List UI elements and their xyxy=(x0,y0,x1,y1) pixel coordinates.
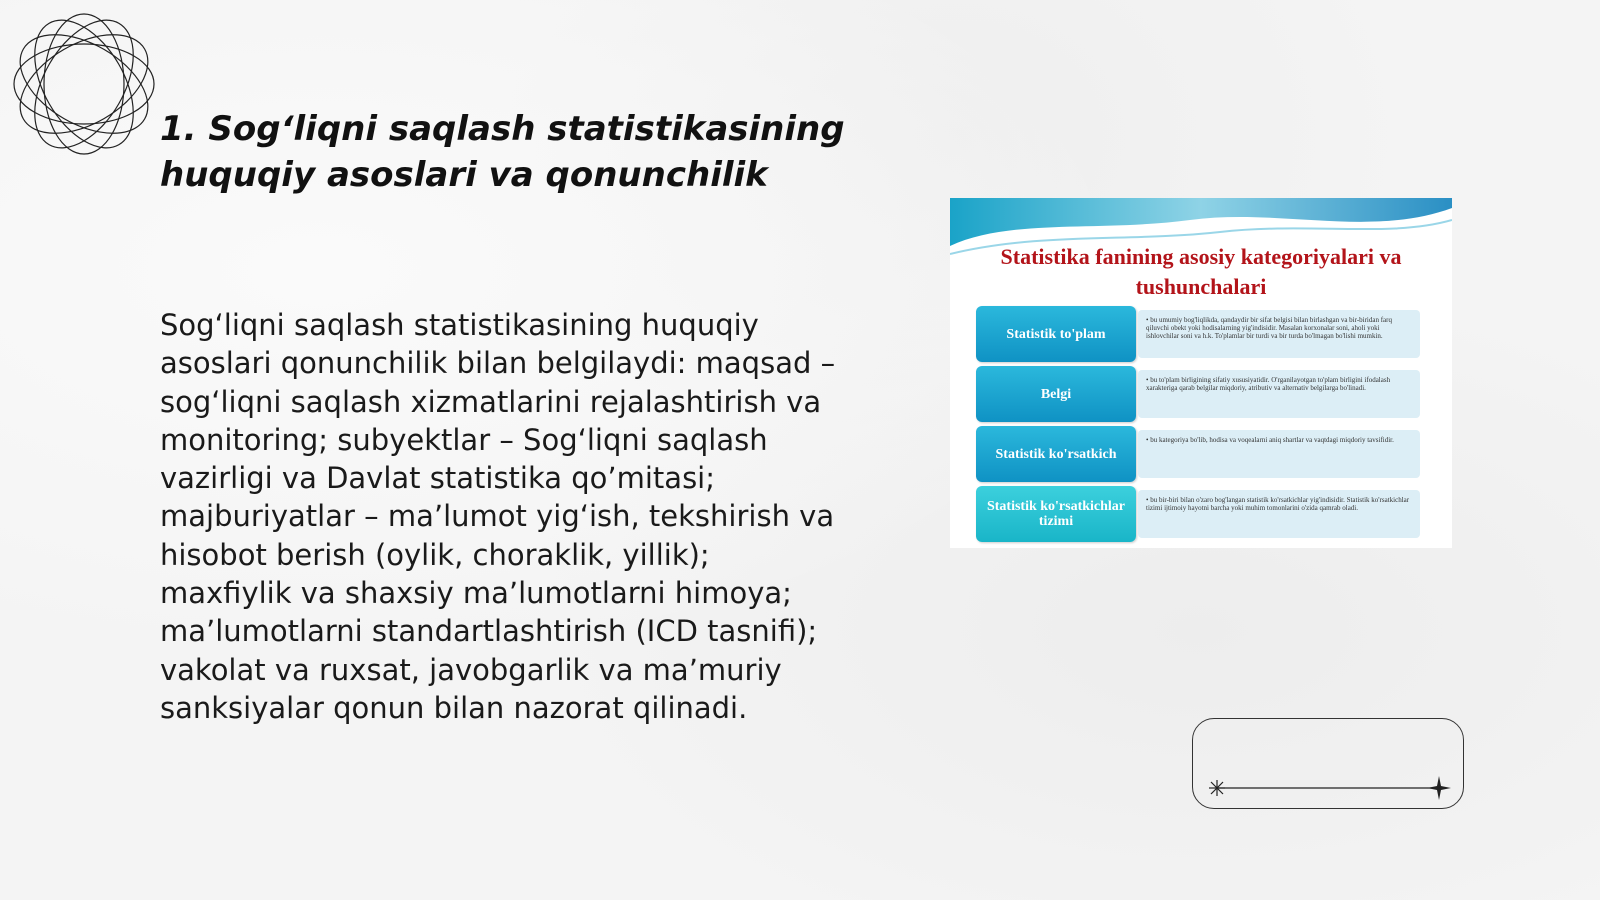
category-row xyxy=(976,306,1428,362)
category-description: • bu to'plam birligining sifatiy xususiyatidir. O'rganilayotgan to'plam birligini ifodalash xarakteriga qarab belgilar miqdoriy, atributiv va alternativ belgilarga bo'linadi. xyxy=(1138,370,1420,418)
category-row xyxy=(976,366,1428,422)
category-label: Statistik ko'rsatkichlar tizimi xyxy=(976,486,1136,542)
line-ornament xyxy=(1193,719,1465,810)
decorative-rounded-box xyxy=(1192,718,1464,809)
category-description: • bu umumiy bog'liqlikda, qandaydir bir sifat belgisi bilan birlashgan va bir-biridan farq qiluvchi obekt yoki hodisalarning yig'indisidir. Masalan korxonalar soni, aholi yoki ishlovchilar soni va h.k. To'plamlar bir turdi va bir turda bo'lmagan bo'lishi mumkin. xyxy=(1138,310,1420,358)
sparkle-icon xyxy=(1209,780,1225,796)
category-label: Statistik to'plam xyxy=(976,306,1136,362)
four-point-star-icon xyxy=(1427,776,1451,800)
slide-title: 1. Sog‘liqni saqlash statistikasining huquqiy asoslari va qonunchilik xyxy=(160,109,845,195)
category-description: • bu bir-biri bilan o'zaro bog'langan statistik ko'rsatkichlar yig'indisidir. Statistik ko'rsatkichlar tizimi ijtimoiy hayotni barcha yoki muhim tomonlarini o'zida qamrab oladi. xyxy=(1138,490,1420,538)
embedded-slide-title: Statistika fanining asosiy kategoriyalari va tushunchalari xyxy=(1000,244,1402,299)
category-row xyxy=(976,486,1428,542)
body-paragraph: Sog‘liqni saqlash statistikasining huquqiy asoslari qonunchilik bilan belgilaydi: maqsad – sog‘liqni saqlash xizmatlarini rejalashtirish va monitoring; subyektlar – Sog‘liqni saqlash vazirligi va Davlat statistika qo’mitasi; majburiyatlar – ma’lumot yig‘ish, tekshirish va hisobot berish (oylik, choraklik, yillik); maxfiylik va shaxsiy ma’lumotlarni himoya; ma’lumotlarni standartlashtirish (ICD tasnifi); vakolat va ruxsat, javobgarlik va ma’muriy sanksiyalar qonun bilan nazorat qilinadi. xyxy=(160,308,836,725)
category-label: Statistik ko'rsatkich xyxy=(976,426,1136,482)
spirograph-ornament-icon xyxy=(10,10,158,158)
category-row xyxy=(976,426,1428,482)
category-description: • bu kategoriya bo'lib, hodisa va voqealarni aniq shartlar va vaqtdagi miqdoriy tavsifidir. xyxy=(1138,430,1420,478)
embedded-slide-image xyxy=(950,198,1452,548)
category-label: Belgi xyxy=(976,366,1136,422)
